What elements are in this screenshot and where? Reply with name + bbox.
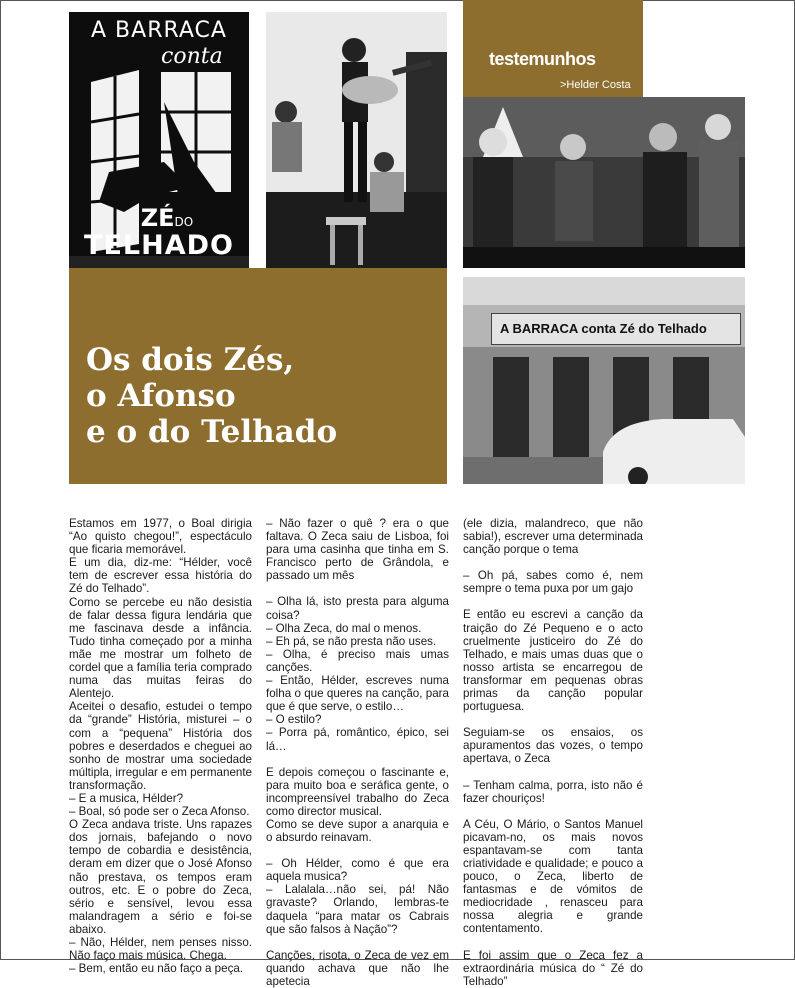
- paragraph: – Tenham calma, porra, isto não é fazer chouriços!: [463, 778, 643, 805]
- section-title: testemunhos: [489, 49, 596, 69]
- headline-line-3: e o do Telhado: [86, 414, 338, 450]
- paragraph: – Lalalala…não sei, pá! Não gravaste? Orlando, lembras-te daquela “para matar os Cabrais que são falsos à Nação”?: [266, 883, 449, 936]
- paragraph: – Não, Hélder, nem penses nisso. Não faço mais música. Chega.: [69, 936, 252, 963]
- poster-title-line4: TELHADO: [84, 230, 234, 261]
- paragraph: Como se percebe eu não desistia de falar dessa figura lendária que me fascinava desde a infância. Tudo tinha começado por a minha mãe me mostrar um folheto de cordel que a família teria comprado numa das muitas feiras do Alentejo.: [69, 595, 252, 701]
- paragraph: – Bem, então eu não faço a peça.: [69, 962, 244, 976]
- paragraph: (ele dizia, malandreco, que não sabia!), escrever uma determinada canção porque o tema: [463, 517, 643, 557]
- paragraph: – Porra pá, romântico, épico, sei lá…: [266, 726, 449, 753]
- paragraph: Como se deve supor a anarquia e o absurdo reinavam.: [266, 817, 449, 845]
- paragraph: A Céu, O Mário, o Santos Manuel picavam-no, os mais novos espantavam-se com tanta criatividade e qualidade; e pouco a pouco, o Zeca, liberto de fantasmas e de vómitos de mediocridade , renasceu para nossa alegria e grande contentamento.: [463, 817, 643, 936]
- paragraph: Aceitei o desafio, estudei o tempo da “grande” História, misturei – o com a “pequena” História dos pobres e deserdados e cheguei ao sonho de mostrar uma sociedade múltipla, irregular e em permanente transformação.: [69, 700, 253, 792]
- author-byline: >Helder Costa: [560, 79, 631, 91]
- facade-photo-art: [463, 277, 745, 484]
- facade-photo: [463, 277, 745, 484]
- paragraph: – Então, Hélder, escreves numa folha o que queres na canção, para que é que serve, o estilo…: [266, 674, 449, 714]
- paragraph: E então eu escrevi a canção da traição do Zé Pequeno e o acto cruelmente justiceiro do Zé do Telhado, e mais umas duas que o nosso artista se encarregou de transformar em pequenas obras primas da canção popular portuguesa.: [463, 608, 643, 714]
- paragraph: – Olha lá, isto presta para alguma coisa?: [266, 595, 449, 622]
- theatre-photo-art: [463, 97, 745, 268]
- facade-sign: A BARRACA conta Zé do Telhado: [491, 313, 741, 345]
- stage-photo-art: [266, 12, 447, 268]
- paragraph: Seguiam-se os ensaios, os apuramentos das vozes, o tempo apertava, o Zeca: [463, 726, 643, 766]
- text-column-2: [266, 517, 449, 988]
- headline: [86, 342, 446, 450]
- headline-line-1: Os dois Zés,: [86, 342, 295, 378]
- paragraph: Canções, risota, o Zeca de vez em quando achava que não lhe apetecia: [266, 948, 449, 988]
- paragraph: – Olha, é preciso mais umas canções.: [266, 647, 449, 674]
- theatre-photo: [463, 97, 745, 268]
- paragraph: – Olha Zeca, do mal o menos.: [266, 621, 422, 635]
- poster-image: [69, 12, 249, 268]
- paragraph: E um dia, diz-me: “Hélder, você tem de escrever essa história do Zé do Telhado”.: [69, 556, 252, 596]
- stage-photo: [266, 12, 447, 268]
- poster-do: DO: [174, 215, 194, 229]
- paragraph: – Oh Hélder, como é que era aquela musica?: [266, 857, 449, 884]
- poster-title-line2: conta: [161, 44, 223, 69]
- poster-title-line1: A BARRACA: [91, 18, 227, 43]
- paragraph: – Não fazer o quê ? era o que faltava. O Zeca saiu de Lisboa, foi para uma casinha que tinha em S. Francisco perto de Grândola, e passado um mês: [266, 517, 449, 583]
- paragraph: – E a musica, Hélder?: [69, 791, 184, 805]
- paragraph: – O estilo?: [266, 713, 322, 727]
- paragraph: – Oh pá, sabes como é, nem sempre o tema puxa por um gajo: [463, 569, 643, 596]
- text-column-3: [463, 517, 643, 988]
- poster-title-line3: [87, 204, 247, 232]
- poster-ze: ZÉ: [140, 204, 175, 232]
- paragraph: E depois começou o fascinante e, para muito boa e seráfica gente, o incompreensível trabalho do Zeca como director musical.: [266, 765, 449, 818]
- paragraph: O Zeca andava triste. Uns rapazes dos jornais, bafejando o novo tempo de cobardia e desistência, deram em dizer que o José Afonso não prestava, os tempos eram outros, etc. E o pobre do Zeca, sério e sensível, levou essa malandragem a sério e foi-se abaixo.: [69, 818, 252, 936]
- paragraph: – Boal, só pode ser o Zeca Afonso.: [69, 805, 250, 819]
- paragraph: Estamos em 1977, o Boal dirigia “Ao quisto chegou!”, espectáculo que ficaria memorável.: [69, 517, 252, 557]
- paragraph: E foi assim que o Zeca fez a extraordinária música do “ Zé do Telhado”: [463, 948, 643, 988]
- paragraph: – Eh pá, se não presta não uses.: [266, 634, 437, 648]
- text-column-1: [69, 517, 252, 975]
- headline-line-2: o Afonso: [86, 378, 236, 414]
